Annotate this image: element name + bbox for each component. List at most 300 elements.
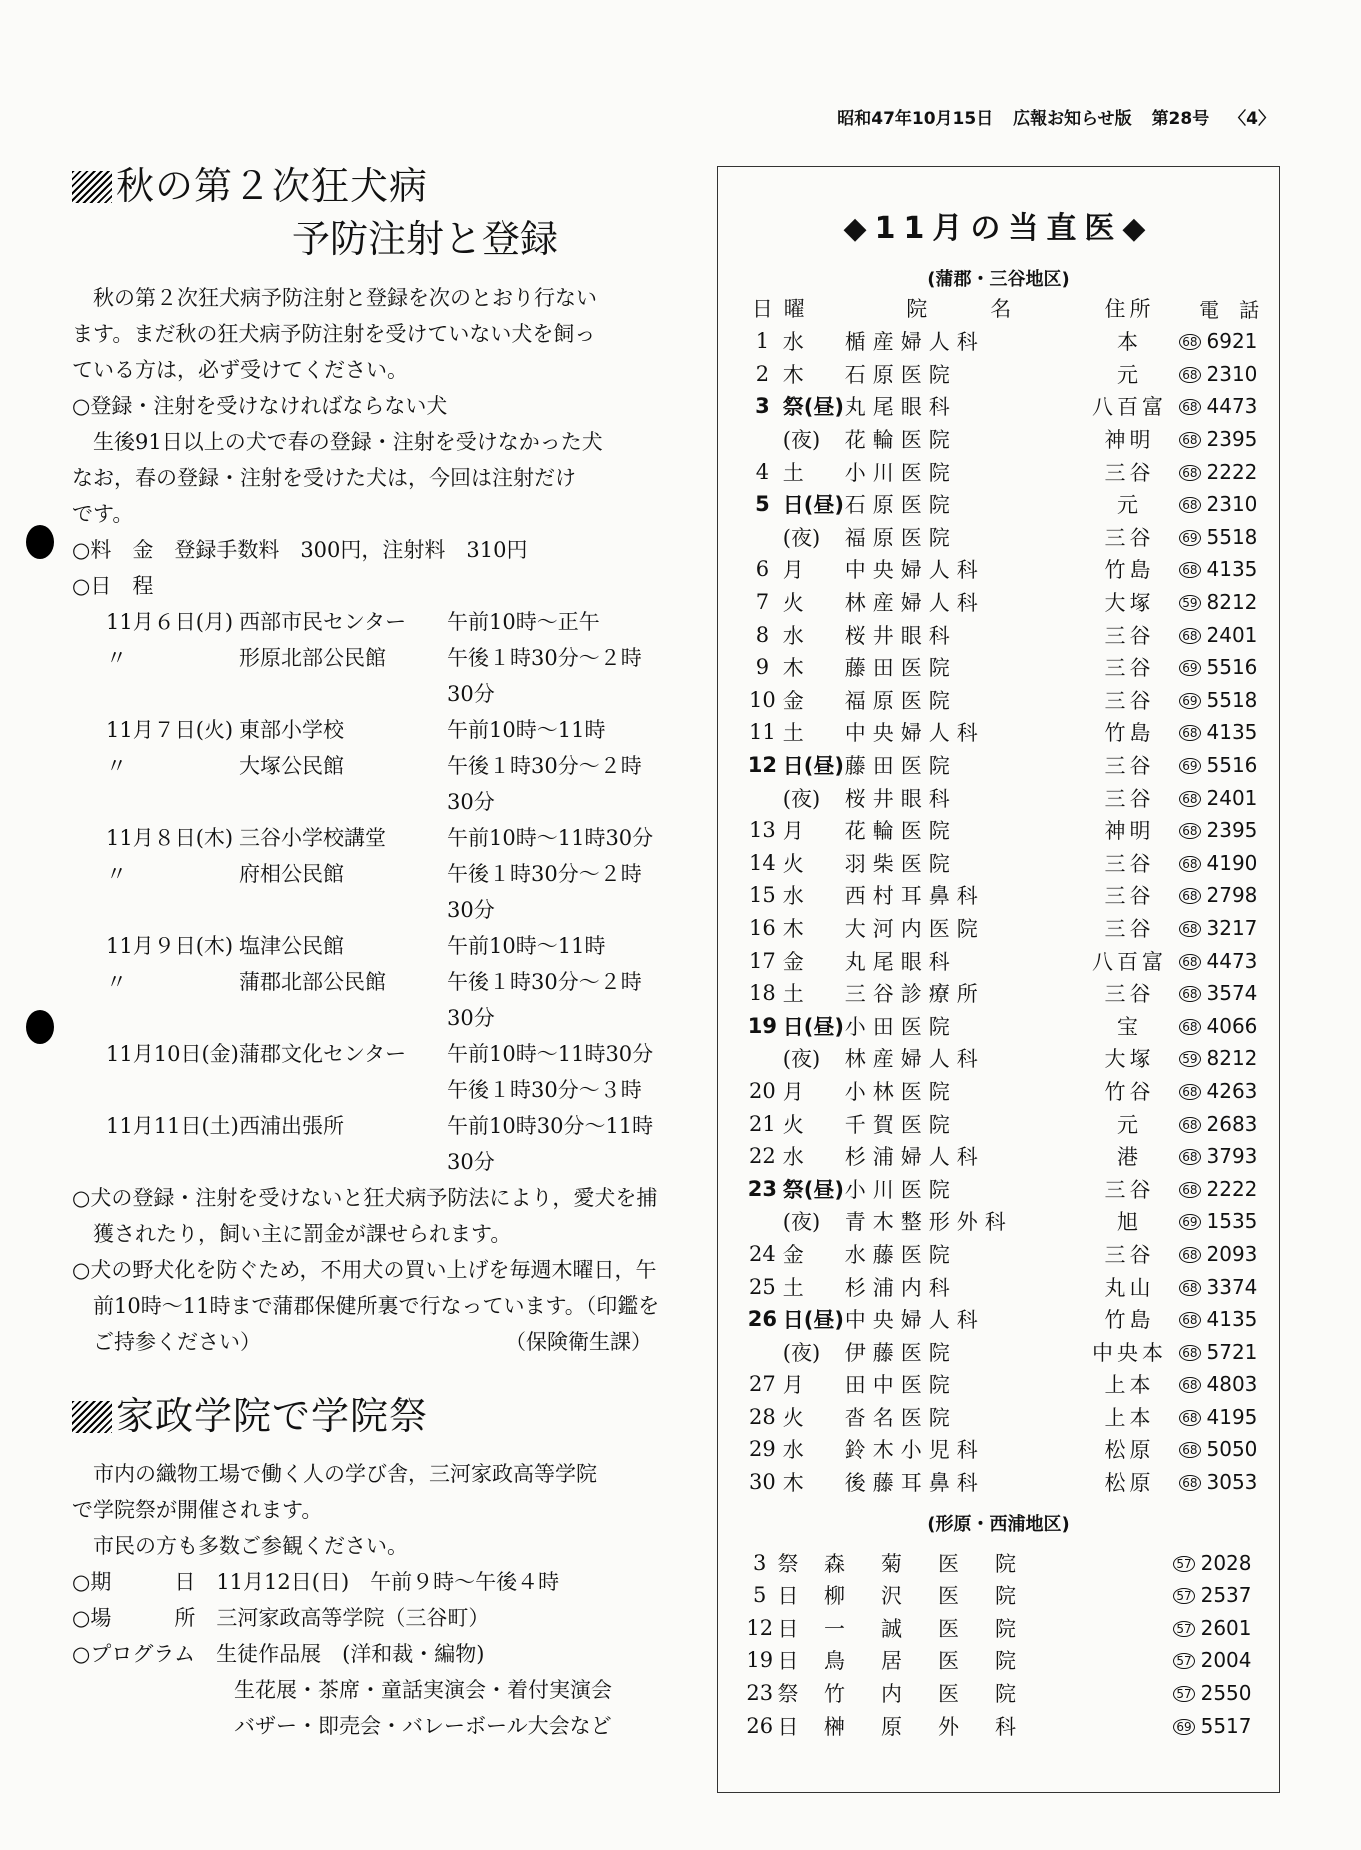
phone-exchange: 59 <box>1179 595 1200 611</box>
schedule-time: 午後１時30分〜２時 <box>447 862 642 886</box>
phone-number: 2028 <box>1200 1550 1252 1575</box>
schedule-row <box>102 1036 672 1072</box>
duty-day: 7 <box>755 590 770 615</box>
duty-phone <box>1179 1238 1279 1271</box>
duty-phone <box>1179 1433 1279 1466</box>
duty-day: 26 <box>746 1713 774 1738</box>
duty-clinic: 杉浦内科 <box>844 1275 957 1300</box>
duty-address: 上本 <box>1104 1373 1155 1398</box>
duty-day: 8 <box>755 622 770 647</box>
duty-phone <box>1179 1205 1279 1238</box>
phone-number: 2310 <box>1206 492 1258 517</box>
schedule-date: 11月９日(木) <box>106 934 234 958</box>
phone-exchange: 57 <box>1173 1686 1194 1702</box>
duty-day: 19 <box>747 1013 778 1038</box>
duty-address: 三谷 <box>1104 460 1155 485</box>
duty-clinic: 丸尾眼科 <box>844 949 957 974</box>
phone-number: 6921 <box>1206 329 1258 354</box>
article2-intro-1: 市内の織物工場で働く人の学び舎，三河家政高等学院 <box>93 1462 597 1486</box>
department: （保険衛生課） <box>505 1330 652 1354</box>
duty-phone <box>1179 1042 1279 1075</box>
duty-address: 中央本 <box>1091 1340 1167 1365</box>
header-day: 日 <box>751 297 773 321</box>
duty-clinic: 田中医院 <box>844 1373 957 1398</box>
schedule-row <box>102 784 672 820</box>
duty-row-katahara <box>742 1644 1279 1677</box>
duty-phone <box>1179 553 1279 586</box>
duty-row <box>742 1270 1279 1303</box>
duty-weekday: 土 <box>782 721 804 746</box>
schedule-place: 大塚公民館 <box>239 754 344 778</box>
target-text-1: 生後91日以上の犬で春の登録・注射を受けなかった犬 <box>93 430 603 454</box>
phone-exchange: 68 <box>1179 1475 1200 1491</box>
duty-phone <box>1179 716 1279 749</box>
duty-row <box>742 781 1279 814</box>
duty-table-header <box>742 291 1279 325</box>
duty-weekday: 祭 <box>777 1682 799 1707</box>
phone-number: 2550 <box>1200 1681 1252 1706</box>
article1-title-line2: 予防注射と登録 <box>292 217 559 261</box>
schedule-place <box>239 1072 447 1108</box>
duty-row <box>742 716 1279 749</box>
phone-number: 4135 <box>1206 557 1258 582</box>
phone-number: 4066 <box>1206 1013 1258 1038</box>
duty-weekday: (夜) <box>782 786 821 811</box>
duty-weekday: 日(昼) <box>782 754 844 779</box>
phone-exchange: 68 <box>1179 725 1200 741</box>
phone-exchange: 68 <box>1179 1019 1200 1035</box>
duty-clinic: 林産婦人科 <box>844 591 985 616</box>
phone-number: 2395 <box>1206 818 1258 843</box>
duty-row <box>742 358 1279 391</box>
duty-day: 22 <box>749 1144 776 1169</box>
duty-clinic: 福原医院 <box>844 688 957 713</box>
duty-address: 三谷 <box>1104 982 1155 1007</box>
duty-day <box>742 521 783 554</box>
duty-weekday: 火 <box>782 591 804 616</box>
duty-row <box>742 1303 1279 1336</box>
duty-phone <box>1179 1009 1279 1042</box>
duty-weekday: 金 <box>782 1242 804 1267</box>
phone-exchange: 69 <box>1173 1719 1194 1735</box>
phone-exchange: 69 <box>1179 530 1200 546</box>
schedule-time: 午後１時30分〜２時 <box>447 970 642 994</box>
schedule-time: 午前10時〜11時30分 <box>447 1042 654 1066</box>
duty-row <box>742 1238 1279 1271</box>
schedule-time: 午後１時30分〜３時 <box>447 1078 642 1102</box>
duty-clinic: 千賀医院 <box>844 1112 957 1137</box>
duty-clinic: 林産婦人科 <box>844 1047 985 1072</box>
schedule-place <box>239 892 447 928</box>
duty-weekday: 月 <box>782 819 804 844</box>
phone-number: 8212 <box>1206 1046 1258 1071</box>
schedule-time: 午後１時30分〜２時 <box>447 754 642 778</box>
duty-address: 宝 <box>1116 1014 1142 1039</box>
duty-phone <box>1179 749 1279 782</box>
schedule-date <box>102 1144 239 1180</box>
phone-number: 4803 <box>1206 1372 1258 1397</box>
duty-row <box>742 1107 1279 1140</box>
article1-intro-1: 秋の第２次狂犬病予防注射と登録を次のとおり行ない <box>93 286 597 310</box>
duty-phone <box>1179 521 1279 554</box>
header-edition: 広報お知らせ版 <box>1013 109 1132 129</box>
duty-phone <box>1179 1140 1279 1173</box>
phone-number: 5517 <box>1200 1713 1252 1738</box>
duty-weekday: 土 <box>782 982 804 1007</box>
duty-weekday: 日 <box>777 1584 799 1609</box>
phone-number: 4135 <box>1206 720 1258 745</box>
duty-weekday: 土 <box>782 460 804 485</box>
phone-exchange: 68 <box>1179 1084 1200 1100</box>
schedule-date: 〃 <box>106 862 127 886</box>
article2-title <box>72 1390 672 1442</box>
duty-row <box>742 1401 1279 1434</box>
schedule-row <box>102 1000 672 1036</box>
duty-clinic: 大河内医院 <box>844 916 985 941</box>
phone-exchange: 68 <box>1179 1182 1200 1198</box>
duty-weekday: (夜) <box>782 1047 821 1072</box>
duty-table-katahara <box>742 1546 1279 1742</box>
schedule-time: 午後１時30分〜２時 <box>447 646 642 670</box>
schedule-date: 〃 <box>106 646 127 670</box>
duty-clinic: 竹内医院 <box>824 1682 1053 1707</box>
schedule-date: 11月10日(金) <box>106 1042 239 1066</box>
header-clinic: 院 名 <box>906 297 1019 321</box>
phone-number: 4473 <box>1206 948 1258 973</box>
header-page: 〈4〉 <box>1229 109 1275 129</box>
duty-row <box>742 1172 1279 1205</box>
phone-exchange: 68 <box>1179 791 1200 807</box>
duty-address: 大塚 <box>1104 1047 1155 1072</box>
schedule-row <box>102 676 672 712</box>
duty-address: 竹島 <box>1104 721 1155 746</box>
duty-clinic: 小川医院 <box>844 1177 957 1202</box>
duty-day: 2 <box>755 361 770 386</box>
schedule-place: 西浦出張所 <box>239 1114 344 1138</box>
duty-weekday: 木 <box>782 656 804 681</box>
duty-address: 本 <box>1116 330 1142 355</box>
duty-weekday: 火 <box>782 1405 804 1430</box>
duty-clinic: 桜井眼科 <box>844 786 957 811</box>
duty-day: 5 <box>753 1583 767 1608</box>
phone-exchange: 68 <box>1179 1117 1200 1133</box>
note-purchase <box>72 1252 672 1360</box>
duty-address: 旭 <box>1116 1210 1142 1235</box>
duty-address: 三谷 <box>1104 623 1155 648</box>
phone-exchange: 59 <box>1179 1051 1200 1067</box>
duty-clinic: 羽柴医院 <box>844 851 957 876</box>
duty-clinic: 杉浦婦人科 <box>844 1145 985 1170</box>
duty-clinic: 青木整形外科 <box>844 1210 1013 1235</box>
duty-phone <box>1179 1303 1279 1336</box>
duty-day: 12 <box>746 1615 774 1640</box>
phone-exchange: 69 <box>1179 693 1200 709</box>
phone-number: 3574 <box>1206 981 1258 1006</box>
phone-number: 2401 <box>1206 622 1258 647</box>
phone-exchange: 68 <box>1179 562 1200 578</box>
duty-phone <box>1179 586 1279 619</box>
hatch-icon <box>72 171 112 203</box>
duty-address: 元 <box>1116 493 1142 518</box>
duty-phone <box>1179 847 1279 880</box>
schedule-date: 〃 <box>106 754 127 778</box>
phone-exchange: 68 <box>1179 1247 1200 1263</box>
duty-day: 3 <box>753 1550 767 1575</box>
event-date: ○期 日 11月12日(日) 午前９時〜午後４時 <box>72 1570 560 1594</box>
left-column <box>72 160 672 1744</box>
duty-day <box>742 423 783 456</box>
schedule-date: 11月７日(火) <box>106 718 234 742</box>
duty-address: 三谷 <box>1104 754 1155 779</box>
duty-weekday: 金 <box>782 949 804 974</box>
header-address: 住所 <box>1104 297 1155 321</box>
duty-phone <box>1179 1401 1279 1434</box>
phone-exchange: 68 <box>1179 921 1200 937</box>
phone-exchange: 68 <box>1179 1312 1200 1328</box>
duty-day: 29 <box>749 1437 776 1462</box>
duty-phone <box>1179 1107 1279 1140</box>
duty-phone <box>1099 1612 1279 1645</box>
duty-address: 三谷 <box>1104 688 1155 713</box>
duty-weekday: 水 <box>782 884 804 909</box>
phone-number: 2401 <box>1206 785 1258 810</box>
duty-day: 16 <box>749 915 776 940</box>
duty-weekday: 水 <box>782 1145 804 1170</box>
phone-number: 4195 <box>1206 1404 1258 1429</box>
duty-clinic: 丸尾眼科 <box>844 395 957 420</box>
phone-exchange: 57 <box>1173 1556 1194 1572</box>
target-heading: ○登録・注射を受けなければならない犬 <box>72 394 448 418</box>
schedule-date: 11月６日(月) <box>106 610 234 634</box>
schedule-place: 府相公民館 <box>239 862 344 886</box>
duty-phone <box>1179 488 1279 521</box>
phone-number: 1535 <box>1206 1209 1258 1234</box>
phone-exchange: 69 <box>1179 660 1200 676</box>
schedule-time: 午前10時〜11時 <box>447 718 606 742</box>
duty-clinic: 桜井眼科 <box>844 623 957 648</box>
schedule-place: 蒲郡文化センター <box>239 1042 407 1066</box>
duty-address: 八百富 <box>1091 949 1167 974</box>
event-place: ○場 所 三河家政高等学院（三谷町） <box>72 1606 490 1630</box>
duty-phone <box>1099 1579 1279 1612</box>
duty-phone <box>1179 684 1279 717</box>
duty-phone <box>1179 1466 1279 1499</box>
schedule-time: 午前10時〜11時 <box>447 934 606 958</box>
schedule-row <box>102 604 672 640</box>
schedule-date <box>102 1072 239 1108</box>
duty-weekday: (夜) <box>782 525 821 550</box>
schedule-place: 塩津公民館 <box>239 934 344 958</box>
duty-row <box>742 847 1279 880</box>
duty-day: 12 <box>747 753 778 778</box>
punch-hole-bottom <box>26 1010 54 1044</box>
duty-weekday: 金 <box>782 688 804 713</box>
phone-exchange: 68 <box>1179 1345 1200 1361</box>
schedule-place: 蒲郡北部公民館 <box>239 970 386 994</box>
duty-weekday: 土 <box>782 1275 804 1300</box>
duty-row-katahara <box>742 1579 1279 1612</box>
duty-day: 4 <box>755 459 770 484</box>
note-purchase-text: ○犬の野犬化を防ぐため，不用犬の買い上げを毎週木曜日，午前10時〜11時まで蒲郡保健所裏で行なっています。（印鑑をご持参ください） <box>72 1258 660 1354</box>
duty-row <box>742 1368 1279 1401</box>
schedule-date <box>102 676 239 712</box>
duty-day: 28 <box>749 1404 776 1429</box>
duty-address: 上本 <box>1104 1405 1155 1430</box>
phone-exchange: 68 <box>1179 856 1200 872</box>
duty-row <box>742 586 1279 619</box>
phone-number: 4473 <box>1206 394 1258 419</box>
duty-address: 竹島 <box>1104 558 1155 583</box>
duty-clinic: 小田医院 <box>844 1014 957 1039</box>
duty-row <box>742 1140 1279 1173</box>
duty-weekday: 木 <box>782 362 804 387</box>
phone-exchange: 68 <box>1179 465 1200 481</box>
duty-phone <box>1179 1368 1279 1401</box>
schedule-place <box>239 1000 447 1036</box>
duty-day: 27 <box>749 1372 776 1397</box>
duty-weekday: 火 <box>782 1112 804 1137</box>
duty-weekday: 水 <box>782 1438 804 1463</box>
duty-weekday: 日 <box>777 1714 799 1739</box>
article1-intro-3: ている方は，必ず受けてください。 <box>72 358 408 382</box>
duty-row <box>742 488 1279 521</box>
duty-address: 丸山 <box>1104 1275 1155 1300</box>
schedule-row <box>102 964 672 1000</box>
area-katahara: (形原・西浦地区) <box>927 1514 1070 1536</box>
duty-table-gamagori <box>742 291 1279 1498</box>
phone-number: 2798 <box>1206 883 1258 908</box>
duty-clinic: 柳沢医院 <box>824 1584 1053 1609</box>
event-program: ○プログラム 生徒作品展 (洋和裁・編物) <box>72 1642 485 1666</box>
duty-row <box>742 977 1279 1010</box>
duty-weekday: 火 <box>782 851 804 876</box>
duty-address: 八百富 <box>1091 395 1167 420</box>
duty-row-katahara <box>742 1612 1279 1645</box>
duty-address: 竹島 <box>1104 1308 1155 1333</box>
duty-weekday: 祭(昼) <box>782 1177 844 1202</box>
phone-number: 3793 <box>1206 1144 1258 1169</box>
duty-clinic: 福原医院 <box>844 525 957 550</box>
duty-weekday: 月 <box>782 1373 804 1398</box>
phone-number: 3053 <box>1206 1470 1258 1495</box>
duty-day: 6 <box>755 557 770 582</box>
schedule-row <box>102 1108 672 1144</box>
duty-phone <box>1179 325 1279 358</box>
phone-number: 5518 <box>1206 524 1258 549</box>
duty-clinic: 水藤医院 <box>844 1242 957 1267</box>
schedule-time: 午前10時〜11時30分 <box>447 826 654 850</box>
schedule-time: 午前10時30分〜11時 <box>447 1114 654 1138</box>
duty-day <box>742 1335 783 1368</box>
phone-exchange: 68 <box>1179 628 1200 644</box>
duty-clinic: 石原医院 <box>844 362 957 387</box>
duty-address: 三谷 <box>1104 851 1155 876</box>
duty-clinic: 藤田医院 <box>844 754 957 779</box>
phone-number: 5050 <box>1206 1437 1258 1462</box>
duty-weekday: 日 <box>777 1649 799 1674</box>
schedule-time: 30分 <box>447 898 495 922</box>
duty-address: 松原 <box>1104 1438 1155 1463</box>
duty-clinic: 中央婦人科 <box>844 1308 985 1333</box>
duty-day: 3 <box>755 394 770 419</box>
duty-clinic: 石原医院 <box>844 493 957 518</box>
duty-clinic: 鈴木小児科 <box>844 1438 985 1463</box>
duty-row <box>742 1009 1279 1042</box>
duty-address: 神明 <box>1104 819 1155 844</box>
duty-clinic: 楯産婦人科 <box>844 330 985 355</box>
duty-phone <box>1099 1644 1279 1677</box>
header-date: 昭和47年10月15日 <box>837 109 994 129</box>
duty-row-katahara <box>742 1546 1279 1579</box>
duty-row <box>742 814 1279 847</box>
schedule-time: 午前10時〜正午 <box>447 610 600 634</box>
schedule-row <box>102 892 672 928</box>
duty-row <box>742 1042 1279 1075</box>
duty-phone <box>1179 781 1279 814</box>
duty-address: 三谷 <box>1104 1242 1155 1267</box>
phone-exchange: 68 <box>1179 986 1200 1002</box>
duty-row <box>742 651 1279 684</box>
schedule-date: 11月11日(土) <box>106 1114 239 1138</box>
duty-row <box>742 879 1279 912</box>
duty-phone <box>1179 912 1279 945</box>
duty-day: 23 <box>746 1681 774 1706</box>
phone-exchange: 68 <box>1179 399 1200 415</box>
schedule-place: 東部小学校 <box>239 718 344 742</box>
duty-address: 三谷 <box>1104 656 1155 681</box>
fee-line: ○料 金 登録手数料 300円，注射料 310円 <box>72 538 528 562</box>
duty-phone <box>1179 1335 1279 1368</box>
duty-address: 元 <box>1116 1112 1142 1137</box>
phone-exchange: 68 <box>1179 367 1200 383</box>
duty-clinic: 中央婦人科 <box>844 558 985 583</box>
duty-address: 三谷 <box>1104 884 1155 909</box>
duty-day: 19 <box>746 1648 774 1673</box>
duty-day: 14 <box>749 850 776 875</box>
duty-phone <box>1099 1677 1279 1710</box>
duty-address: 三谷 <box>1104 1177 1155 1202</box>
schedule-row <box>102 1144 672 1180</box>
duty-day: 13 <box>749 818 776 843</box>
article2-title-text: 家政学院で学院祭 <box>116 1394 429 1438</box>
phone-exchange: 68 <box>1179 954 1200 970</box>
phone-exchange: 68 <box>1179 1280 1200 1296</box>
duty-day: 18 <box>749 981 776 1006</box>
duty-phone <box>1099 1709 1279 1742</box>
duty-phone <box>1179 651 1279 684</box>
article2-intro-3: 市民の方も多数ご参観ください。 <box>93 1534 408 1558</box>
duty-weekday: 日(昼) <box>782 1014 844 1039</box>
duty-address: 神明 <box>1104 428 1155 453</box>
schedule-row <box>102 748 672 784</box>
duty-clinic: 伊藤医院 <box>844 1340 957 1365</box>
schedule-row <box>102 856 672 892</box>
phone-exchange: 68 <box>1179 823 1200 839</box>
phone-exchange: 68 <box>1179 497 1200 513</box>
schedule-row <box>102 1072 672 1108</box>
duty-weekday: (夜) <box>782 428 821 453</box>
schedule-time: 30分 <box>447 1150 495 1174</box>
duty-clinic: 三谷診療所 <box>844 982 985 1007</box>
duty-address: 港 <box>1116 1145 1142 1170</box>
phone-exchange: 57 <box>1173 1653 1194 1669</box>
duty-day: 24 <box>749 1241 776 1266</box>
duty-weekday: 祭(昼) <box>782 395 844 420</box>
header-weekday: 曜 <box>783 297 805 321</box>
duty-day <box>742 1042 783 1075</box>
duty-row <box>742 1205 1279 1238</box>
duty-row <box>742 1433 1279 1466</box>
